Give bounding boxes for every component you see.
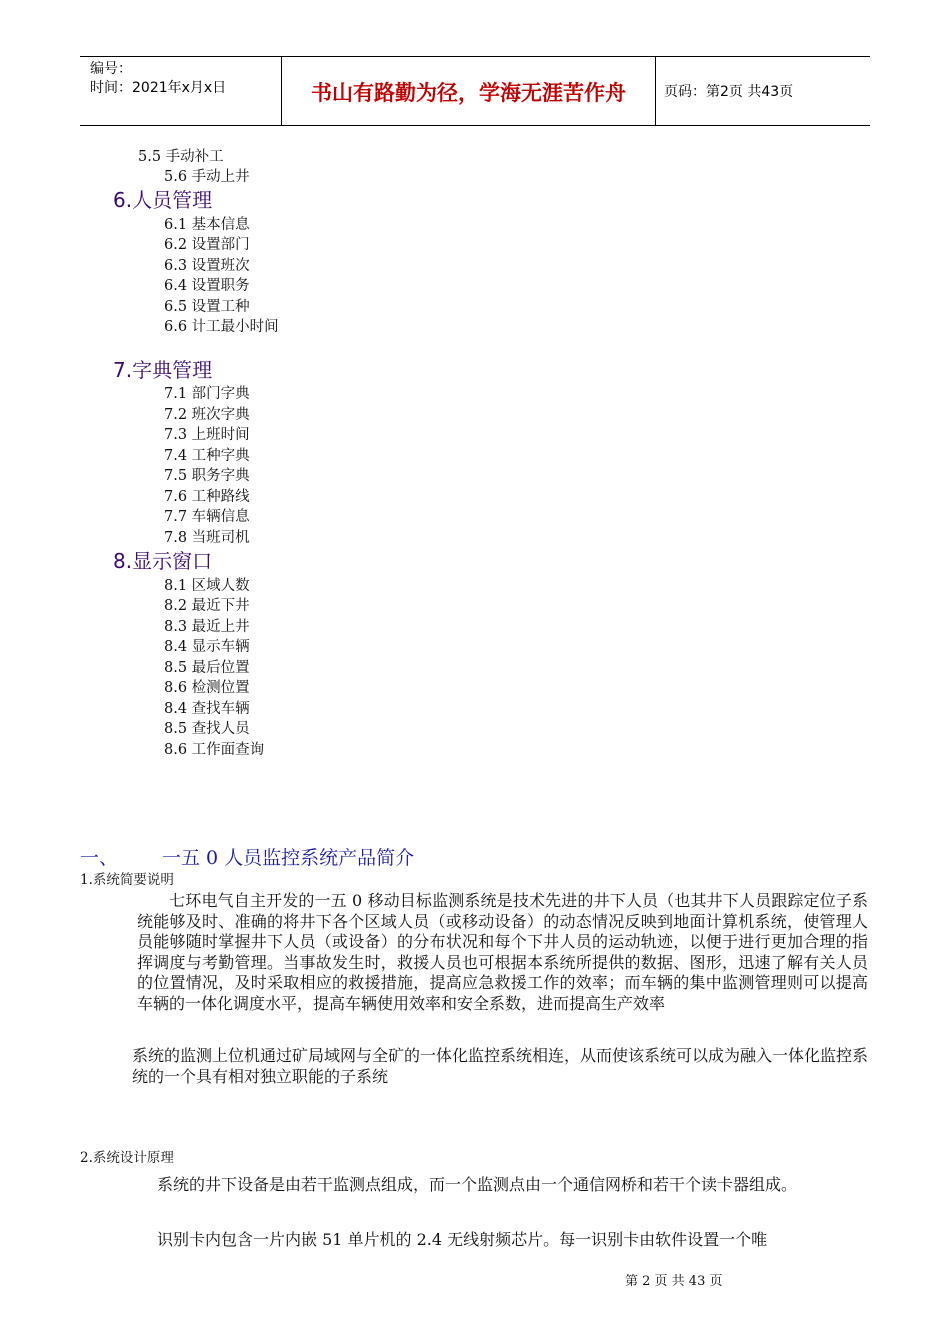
toc-item: 7.4 工种字典 (164, 448, 250, 464)
paragraph (137, 1172, 868, 1198)
toc-item: 7.5 职务字典 (164, 468, 250, 484)
header-divider (655, 57, 656, 125)
subsection-title: 2.系统设计原理 (80, 1150, 174, 1166)
toc-item: 7.6 工种路线 (164, 489, 250, 505)
chapter-number: 一、 (80, 847, 119, 869)
toc-item: 7.1 部门字典 (164, 386, 250, 402)
paragraph-text: 七环电气自主开发的一五 0 移动目标监测系统是技术先进的井下人员（也其井下人员跟踪定位子系统能够及时、准确的将井下各个区域人员（或移动设备）的动态情况反映到地面计算机系统，使管理人员能够随时掌握井下人员（或设备）的分布状况和每个下井人员的运动轨迹，以便于进行更加合理的指挥调度与考勤管理。当事故发生时，救援人员也可根据本系统所提供的数据、图形，迅速了解有关人员的位置情况，及时采取相应的救援措施，提高应急救援工作的效率；而车辆的集中监测管理则可以提高车辆的一体化调度水平，提高车辆使用效率和安全系数，进而提高生产效率 (137, 891, 868, 1013)
toc-item: 7.8 当班司机 (164, 530, 250, 546)
toc-item: 8.4 显示车辆 (164, 639, 250, 655)
toc-item: 8.6 检测位置 (164, 680, 250, 696)
toc-item: 8.1 区域人数 (164, 578, 250, 594)
toc-item: 6.5 设置工种 (164, 299, 250, 315)
chapter-heading (80, 843, 414, 870)
toc-item: 5.6 手动上井 (164, 169, 250, 185)
document-time-label: 时间：2021年x月x日 (90, 80, 227, 96)
paragraph (137, 1230, 868, 1251)
toc-item: 8.5 查找人员 (164, 721, 250, 737)
chapter-title: 一五 0 人员监控系统产品简介 (162, 847, 415, 869)
paragraph-text: 识别卡内包含一片内嵌 51 单片机的 2.4 无线射频芯片。每一识别卡由软件设置一个唯 (157, 1230, 768, 1249)
section-title: 7.字典管理 (113, 358, 213, 382)
toc-item: 8.2 最近下井 (164, 598, 250, 614)
section-title: 6.人员管理 (113, 188, 213, 212)
toc-item: 8.6 工作面查询 (164, 742, 265, 758)
toc-item: 8.3 最近上井 (164, 619, 250, 635)
paragraph-text: 系统的井下设备是由若干监测点组成，而一个监测点由一个通信网桥和若干个读卡器组成。 (157, 1175, 798, 1194)
toc-item: 8.4 查找车辆 (164, 701, 250, 717)
page-header (80, 56, 870, 126)
paragraph (132, 1046, 868, 1087)
paragraph-text: 系统的监测上位机通过矿局域网与全矿的一体化监控系统相连，从而使该系统可以成为融入一体化监控系统的一个具有相对独立职能的子系统 (132, 1046, 869, 1086)
document-number-label: 编号： (90, 61, 132, 77)
toc-item: 8.5 最后位置 (164, 660, 250, 676)
toc-item: 7.3 上班时间 (164, 427, 250, 443)
subsection-title: 1.系统简要说明 (80, 872, 174, 888)
section-title: 8.显示窗口 (113, 549, 213, 573)
header-page-number: 页码：第2页 共43页 (664, 84, 794, 100)
toc-item: 6.1 基本信息 (164, 217, 250, 233)
toc-item: 6.3 设置班次 (164, 258, 250, 274)
toc-item: 7.7 车辆信息 (164, 509, 250, 525)
toc-item: 6.2 设置部门 (164, 237, 250, 253)
toc-item: 7.2 班次字典 (164, 407, 250, 423)
header-meta (90, 60, 226, 98)
header-motto: 书山有路勤为径，学海无涯苦作舟 (311, 81, 626, 105)
toc-item: 6.4 设置职务 (164, 278, 250, 294)
toc-item: 6.6 计工最小时间 (164, 319, 279, 335)
page-footer: 第 2 页 共 43 页 (625, 1274, 723, 1289)
paragraph (137, 891, 868, 1014)
toc-item: 5.5 手动补工 (138, 149, 224, 165)
